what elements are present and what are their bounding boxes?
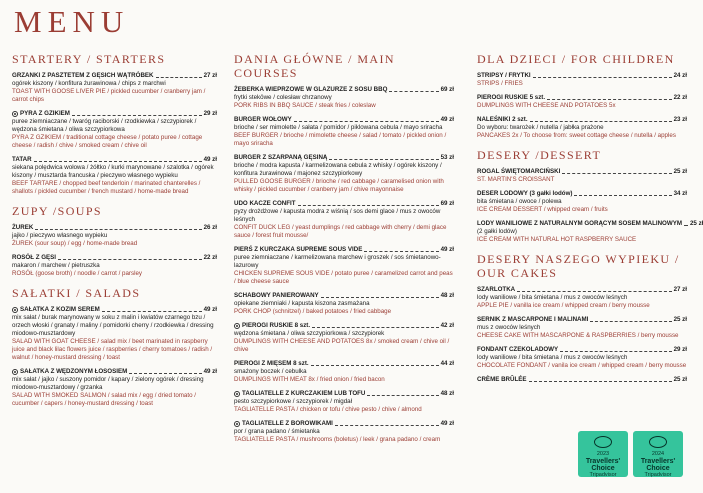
menu-item bbox=[477, 168, 687, 184]
item-english: ROSÓŁ (goose broth) / noodle / carrot / parsley bbox=[12, 270, 142, 277]
item-name: LODY WANILIOWE Z NATURALNYM GORĄCYM SOSEM MALINOWYM bbox=[477, 220, 682, 227]
item-price: 25 zł bbox=[673, 316, 687, 323]
vegetarian-icon bbox=[234, 421, 240, 427]
item-price: 29 zł bbox=[673, 346, 687, 353]
item-english: ICE CREAM DESSERT / whipped cream / fruits bbox=[477, 206, 608, 213]
dotted-leader bbox=[312, 327, 439, 328]
tripadvisor-owl-icon bbox=[649, 436, 667, 448]
badge-year: 2024 bbox=[651, 451, 665, 457]
item-description: lody waniliowe / bita śmietana / mus z owoców leśnych bbox=[477, 294, 628, 301]
item-english: CHEESE CAKE WITH MASCARPONE & RASPBERRIES / berry mousse bbox=[477, 332, 679, 339]
item-name-wrap bbox=[477, 286, 515, 294]
item-english: ST. MARTIN'S CROISSANT bbox=[477, 176, 555, 183]
menu-item-header bbox=[12, 110, 217, 118]
item-english: STRIPS / FRIES bbox=[477, 80, 523, 87]
item-description: lody waniliowe / bita śmietana / mus z owoców leśnych bbox=[477, 354, 628, 361]
item-description: wędzona śmietana / oliwa szczypiorkowa / szczypiorek bbox=[234, 330, 385, 337]
dotted-leader bbox=[684, 225, 688, 226]
menu-section bbox=[477, 148, 703, 244]
menu-item bbox=[234, 420, 454, 444]
item-english: PORK CHOP (schnitzel) / baked potatoes / fried cabbage bbox=[234, 308, 392, 315]
item-price: 29 zł bbox=[203, 110, 217, 117]
item-english: DUMPLINGS WITH CHEESE AND POTATOES 5x bbox=[477, 102, 616, 109]
item-english: PORK RIBS IN BBQ SAUCE / steak fries / coleslaw bbox=[234, 102, 376, 109]
dotted-leader bbox=[311, 365, 439, 366]
menu-item-header bbox=[477, 376, 687, 384]
item-name-wrap bbox=[234, 390, 365, 398]
item-name-wrap bbox=[12, 224, 33, 232]
menu-item bbox=[12, 254, 217, 278]
menu-item bbox=[12, 306, 217, 362]
item-price: 49 zł bbox=[203, 306, 217, 313]
item-name-wrap bbox=[234, 246, 362, 254]
menu-item-header bbox=[234, 390, 454, 398]
item-price: 34 zł bbox=[673, 190, 687, 197]
item-description: ogórek kiszony / konfitura żurawinowa / chips z marchwi bbox=[12, 80, 166, 87]
item-description: brioche / modra kapusta / karmelizowana cebula z whisky / ogórek kiszony / konfitura żurawinowa / majonez szczypiorkowy bbox=[234, 162, 442, 177]
menu-item-header bbox=[12, 72, 217, 80]
menu-item bbox=[12, 110, 217, 150]
item-english: SALAD WITH SMOKED SALMON / salad mix / egg / dried tomato / cucumber / capers / honey-mustard dressing / toast bbox=[12, 392, 196, 407]
item-english: CHICKEN SUPREME SOUS VIDE / potato puree / caramelized carrot and peas / blue cheese sauce bbox=[234, 270, 453, 285]
item-english: PYRA Z GZIKIEM / traditional cottage cheese / potato puree / cottage cheese / radish / chive / smoked cream / chive oil bbox=[12, 134, 203, 149]
item-description: jajko / pieczywo własnego wypieku bbox=[12, 232, 108, 239]
menu-item bbox=[234, 322, 454, 354]
item-name-wrap bbox=[12, 110, 70, 118]
item-price: 69 zł bbox=[440, 200, 454, 207]
menu-item bbox=[234, 292, 454, 316]
badge-line1: Travellers' bbox=[585, 458, 621, 465]
item-price: 22 zł bbox=[203, 254, 217, 261]
badge-brand: Tripadvisor bbox=[644, 472, 672, 478]
dotted-leader bbox=[560, 351, 671, 352]
item-description: mus z owoców leśnych bbox=[477, 324, 541, 331]
menu-item-header bbox=[234, 200, 454, 208]
item-price: 49 zł bbox=[440, 420, 454, 427]
menu-item-header bbox=[234, 86, 454, 94]
menu-item-header bbox=[477, 190, 687, 198]
item-name: PIEROGI RUSKIE 8 szt. bbox=[242, 322, 311, 329]
menu-item-header bbox=[234, 420, 454, 428]
item-english: DUMPLINGS WITH CHEESE AND POTATOES 8x / smoked cream / chive oil / chive bbox=[234, 338, 450, 353]
item-name: TAGLIATELLE Z KURCZAKIEM LUB TOFU bbox=[242, 390, 366, 397]
award-badges bbox=[578, 431, 683, 477]
item-name: TATAR bbox=[12, 156, 32, 163]
item-name: CRÈME BRÛLÉE bbox=[477, 376, 527, 383]
item-price: 49 zł bbox=[203, 368, 217, 375]
vegetarian-icon bbox=[12, 369, 18, 375]
dotted-leader bbox=[517, 291, 671, 292]
item-name-wrap bbox=[477, 72, 531, 80]
menu-item-header bbox=[477, 316, 687, 324]
menu-item bbox=[234, 154, 454, 194]
badge-year: 2023 bbox=[596, 451, 610, 457]
item-price: 48 zł bbox=[440, 292, 454, 299]
item-name: UDO KACZE CONFIT bbox=[234, 200, 296, 207]
tripadvisor-owl-icon bbox=[594, 436, 612, 448]
item-name: BURGER WOŁOWY bbox=[234, 116, 292, 123]
menu-item-header bbox=[12, 224, 217, 232]
column-left bbox=[12, 52, 217, 416]
badge-line2: Choice bbox=[646, 465, 670, 472]
menu-item-header bbox=[234, 322, 454, 330]
item-name-wrap bbox=[234, 292, 319, 300]
item-english: TAGLIATELLE PASTA / mushrooms (boletus) / leek / grana padano / cream bbox=[234, 436, 441, 443]
menu-item-header bbox=[477, 346, 687, 354]
section-title: ZUPY /SOUPS bbox=[12, 204, 102, 218]
item-price: 25 zł bbox=[673, 168, 687, 175]
item-price: 26 zł bbox=[203, 224, 217, 231]
item-name-wrap bbox=[234, 360, 309, 368]
dotted-leader bbox=[389, 91, 438, 92]
menu-item-header bbox=[12, 254, 217, 262]
dotted-leader bbox=[156, 77, 202, 78]
item-english: ICE CREAM WITH NATURAL HOT RASPBERRY SAUCE bbox=[477, 236, 637, 243]
dotted-leader bbox=[298, 205, 439, 206]
item-description: smażony boczek / cebulka bbox=[234, 368, 307, 375]
item-name: SZARLOTKA bbox=[477, 286, 516, 293]
item-english: TAGLIATELLE PASTA / chicken or tofu / chive pesto / chive / almond bbox=[234, 406, 422, 413]
item-name: TAGLIATELLE Z BOROWIKAMI bbox=[242, 420, 333, 427]
item-name: PIEROGI Z MIĘSEM 8 szt. bbox=[234, 360, 309, 367]
menu-item bbox=[234, 116, 454, 148]
item-name: ŻUREK bbox=[12, 224, 34, 231]
item-description: por / grana padano / śmietanka bbox=[234, 428, 320, 435]
item-price: 53 zł bbox=[440, 154, 454, 161]
item-name-wrap bbox=[234, 322, 310, 330]
travellers-choice-badge bbox=[578, 431, 628, 477]
dotted-leader bbox=[129, 373, 201, 374]
item-name-wrap bbox=[234, 420, 333, 428]
dotted-leader bbox=[529, 381, 672, 382]
item-name-wrap bbox=[12, 306, 100, 314]
item-english: APPLE PIE / vanilla ice cream / whipped cream / berry mousse bbox=[477, 302, 650, 309]
item-price: 22 zł bbox=[673, 94, 687, 101]
dotted-leader bbox=[294, 121, 439, 122]
dotted-leader bbox=[590, 321, 671, 322]
item-name: PIEROGI RUSKIE 5 szt. bbox=[477, 94, 546, 101]
menu-title: MENU bbox=[14, 4, 130, 39]
travellers-choice-badge bbox=[633, 431, 683, 477]
item-name: PIERŚ Z KURCZAKA SUPREME SOUS VIDE bbox=[234, 246, 363, 253]
item-name-wrap bbox=[477, 376, 527, 384]
menu-item-header bbox=[234, 154, 454, 162]
column-right bbox=[477, 52, 703, 392]
section-title: DESERY /DESSERT bbox=[477, 148, 602, 162]
item-name: BURGER Z SZARPANĄ GĘSINĄ bbox=[234, 154, 328, 161]
badge-brand: Tripadvisor bbox=[589, 472, 617, 478]
item-name: ROGAL ŚWIĘTOMARCIŃSKI bbox=[477, 168, 561, 175]
menu-item bbox=[477, 316, 687, 340]
menu-item bbox=[12, 156, 217, 196]
item-price: 49 zł bbox=[440, 116, 454, 123]
item-name-wrap bbox=[12, 254, 56, 262]
section-title: DLA DZIECI / FOR CHILDREN bbox=[477, 52, 675, 66]
menu-item bbox=[477, 220, 703, 244]
vegetarian-icon bbox=[12, 307, 18, 313]
item-description: makaron / marchew / pietruszka bbox=[12, 262, 100, 269]
menu-section bbox=[477, 252, 687, 384]
item-name: PYRA Z GZIKIEM bbox=[20, 110, 70, 117]
dotted-leader bbox=[335, 425, 439, 426]
item-description: siekana polędwica wołowa / żółtko / kurki marynowane / szalotka / ogórek kiszony / musztarda francuska / pieczywo własnego wypieku bbox=[12, 164, 214, 179]
menu-item-header bbox=[234, 246, 454, 254]
item-name-wrap bbox=[12, 368, 127, 376]
item-name-wrap bbox=[477, 220, 682, 228]
menu-item-header bbox=[234, 360, 454, 368]
item-name-wrap bbox=[12, 72, 154, 80]
item-description: mix sałat / burak marynowany w soku z malin i kwiatów czarnego bzu / orzech włoski / granaty / maliny / pomidorki cherry / rzodkiewka / dressing miodowo-musztardowy bbox=[12, 314, 214, 337]
dotted-leader bbox=[533, 77, 672, 78]
item-name-wrap bbox=[477, 346, 558, 354]
menu-item-header bbox=[12, 306, 217, 314]
item-price: 48 zł bbox=[440, 390, 454, 397]
item-price: 27 zł bbox=[673, 286, 687, 293]
menu-section bbox=[12, 286, 217, 408]
menu-item bbox=[477, 346, 687, 370]
dotted-leader bbox=[562, 173, 671, 174]
item-english: CHOCOLATE FONDANT / vanila ice cream / whipped cream / berry mousse bbox=[477, 362, 687, 369]
menu-item bbox=[234, 86, 454, 110]
dotted-leader bbox=[321, 297, 439, 298]
dotted-leader bbox=[574, 195, 671, 196]
menu-item-header bbox=[477, 72, 687, 80]
item-description: frytki steköwe / colesław chrzanowy bbox=[234, 94, 332, 101]
item-price: 69 zł bbox=[440, 86, 454, 93]
item-name-wrap bbox=[477, 168, 560, 176]
item-name: ŻEBERKA WIEPRZOWE W GLAZURZE Z SOSU BBQ bbox=[234, 86, 388, 93]
dotted-leader bbox=[35, 229, 201, 230]
item-name-wrap bbox=[477, 116, 528, 124]
dotted-leader bbox=[58, 259, 202, 260]
item-english: TOAST WITH GOOSE LIVER PIE / pickled cucumber / cranberry jam / carrot chips bbox=[12, 88, 206, 103]
item-english: DUMPLINGS WITH MEAT 8x / fried onion / fried bacon bbox=[234, 376, 385, 383]
badge-line2: Choice bbox=[591, 465, 615, 472]
item-description: Do wyboru: twarożek / nutella / jabłka prażone bbox=[477, 124, 604, 131]
item-price: 27 zł bbox=[203, 72, 217, 79]
menu-item-header bbox=[234, 116, 454, 124]
vegetarian-icon bbox=[234, 323, 240, 329]
item-name-wrap bbox=[477, 190, 572, 198]
item-price: 44 zł bbox=[440, 360, 454, 367]
item-name: SAŁATKA Z KOZIM SEREM bbox=[20, 306, 100, 313]
vegetarian-icon bbox=[12, 111, 18, 117]
dotted-leader bbox=[72, 115, 202, 116]
item-english: BEEF BURGER / brioche / mimolette cheese / salad / tomato / pickled onion / mayo sriracha bbox=[234, 132, 447, 147]
item-english: ŻUREK (sour soup) / egg / home-made bread bbox=[12, 240, 138, 247]
dotted-leader bbox=[547, 99, 672, 100]
vegetarian-icon bbox=[234, 391, 240, 397]
menu-item bbox=[234, 200, 454, 240]
item-name: NALEŚNIKI 2 szt. bbox=[477, 116, 528, 123]
section-title: STARTERY / STARTERS bbox=[12, 52, 166, 66]
item-price: 49 zł bbox=[203, 156, 217, 163]
item-name-wrap bbox=[477, 316, 588, 324]
item-english: SALAD WITH GOAT CHEESE / salad mix / beet marinated in raspberry juice and black lilac flowers juice / raspberries / cherry tomatoes / radish / walnut / honey-mustard dressing / toast bbox=[12, 338, 213, 361]
menu-item-header bbox=[234, 292, 454, 300]
menu-section bbox=[12, 52, 217, 196]
item-price: 23 zł bbox=[673, 116, 687, 123]
dotted-leader bbox=[530, 121, 672, 122]
item-description: brioche / ser mimolette / sałata / pomidor / piklowana cebula / mayo sriracha bbox=[234, 124, 443, 131]
dotted-leader bbox=[367, 395, 438, 396]
item-description: puree ziemniaczane / karmelizowana marchew i groszek / sos śmietanowo-lazurowy bbox=[234, 254, 441, 269]
menu-item bbox=[234, 390, 454, 414]
menu-item bbox=[477, 94, 687, 110]
item-description: puree ziemniaczane / twaróg raciborski / rzodkiewka / szczypiorek / wędzona śmietana / oliwa szczypiorkowa bbox=[12, 118, 197, 133]
section-title: DANIA GŁÓWNE / MAIN COURSES bbox=[234, 52, 395, 80]
menu-item-header bbox=[477, 220, 703, 228]
item-description: (2 gałki lodów) bbox=[477, 228, 517, 235]
menu-item bbox=[12, 224, 217, 248]
column-middle bbox=[234, 52, 454, 452]
item-description: opiekane ziemniaki / kapusta kiszona zasmażana bbox=[234, 300, 370, 307]
item-name: SAŁATKA Z WĘDZONYM ŁOSOSIEM bbox=[20, 368, 128, 375]
item-description: pyzy drożdżowe / kapusta modra z wiśnią / sos demi glace / mus z owoców leśnych bbox=[234, 208, 441, 223]
item-name: DESER LODOWY (3 gałki lodów) bbox=[477, 190, 573, 197]
menu-item-header bbox=[477, 168, 687, 176]
item-name-wrap bbox=[12, 156, 32, 164]
item-price: 42 zł bbox=[440, 322, 454, 329]
item-name-wrap bbox=[234, 200, 296, 208]
menu-item-header bbox=[477, 286, 687, 294]
section-title: SAŁATKI / SALADS bbox=[12, 286, 141, 300]
menu-section bbox=[234, 52, 454, 444]
item-name: STRIPSY / FRYTKI bbox=[477, 72, 531, 79]
dotted-leader bbox=[34, 161, 202, 162]
section-title: DESERY NASZEGO WYPIEKU / OUR CAKES bbox=[477, 252, 680, 280]
item-description: mix sałat / jajko / suszony pomidor / kapary / zielony ogórek / dressing miodowo-musztardowy / grzanka bbox=[12, 376, 204, 391]
item-english: CONFIT DUCK LEG / yeast dumplings / red cabbage with cherry / demi glace sauce / forest fruit mousse/ bbox=[234, 224, 447, 239]
menu-item bbox=[477, 376, 687, 384]
menu-item bbox=[12, 72, 217, 104]
item-price: 25 zł bbox=[673, 376, 687, 383]
item-name: SERNIK Z MASCARPONE I MALINAMI bbox=[477, 316, 589, 323]
item-name-wrap bbox=[234, 86, 387, 94]
menu-item-header bbox=[477, 116, 687, 124]
item-description: bita śmietana / owoce / polewa bbox=[477, 198, 562, 205]
menu-section bbox=[477, 52, 687, 140]
item-description: pesto szczypiorkowe / szczypiorek / migdał bbox=[234, 398, 352, 405]
menu-item bbox=[234, 360, 454, 384]
menu-item bbox=[477, 190, 687, 214]
item-name-wrap bbox=[234, 154, 327, 162]
item-name: GRZANKI Z PASZTETEM Z GĘSICH WĄTRÓBEK bbox=[12, 72, 154, 79]
item-price: 25 zł bbox=[689, 220, 703, 227]
menu-item bbox=[12, 368, 217, 408]
menu-item-header bbox=[12, 368, 217, 376]
item-price: 49 zł bbox=[440, 246, 454, 253]
item-english: PANCAKES 2x / To choose from: sweet cottage cheese / nutella / apples bbox=[477, 132, 676, 139]
dotted-leader bbox=[102, 311, 202, 312]
item-english: BEEF TARTARE / chopped beef tenderloin / marinated chanterelles / shallots / pickled cucumber / french mustard / home-made bread bbox=[12, 180, 201, 195]
dotted-leader bbox=[329, 159, 438, 160]
item-name: ROSÓŁ Z GĘSI bbox=[12, 254, 57, 261]
menu-item bbox=[477, 116, 687, 140]
dotted-leader bbox=[364, 251, 438, 252]
item-price: 24 zł bbox=[673, 72, 687, 79]
menu-item bbox=[234, 246, 454, 286]
item-english: PULLED GOOSE BURGER / brioche / red cabbage / caramelised onion with whisky / pickled cucumber / cranberry jam / chive mayonnaise bbox=[234, 178, 444, 193]
menu-item bbox=[477, 286, 687, 310]
item-name-wrap bbox=[477, 94, 545, 102]
item-name-wrap bbox=[234, 116, 292, 124]
item-name: SCHABOWY PANIEROWANY bbox=[234, 292, 319, 299]
menu-section bbox=[12, 204, 217, 278]
menu-item bbox=[477, 72, 687, 88]
badge-line1: Travellers' bbox=[640, 458, 676, 465]
menu-item-header bbox=[12, 156, 217, 164]
item-name: FONDANT CZEKOLADOWY bbox=[477, 346, 559, 353]
menu-item-header bbox=[477, 94, 687, 102]
